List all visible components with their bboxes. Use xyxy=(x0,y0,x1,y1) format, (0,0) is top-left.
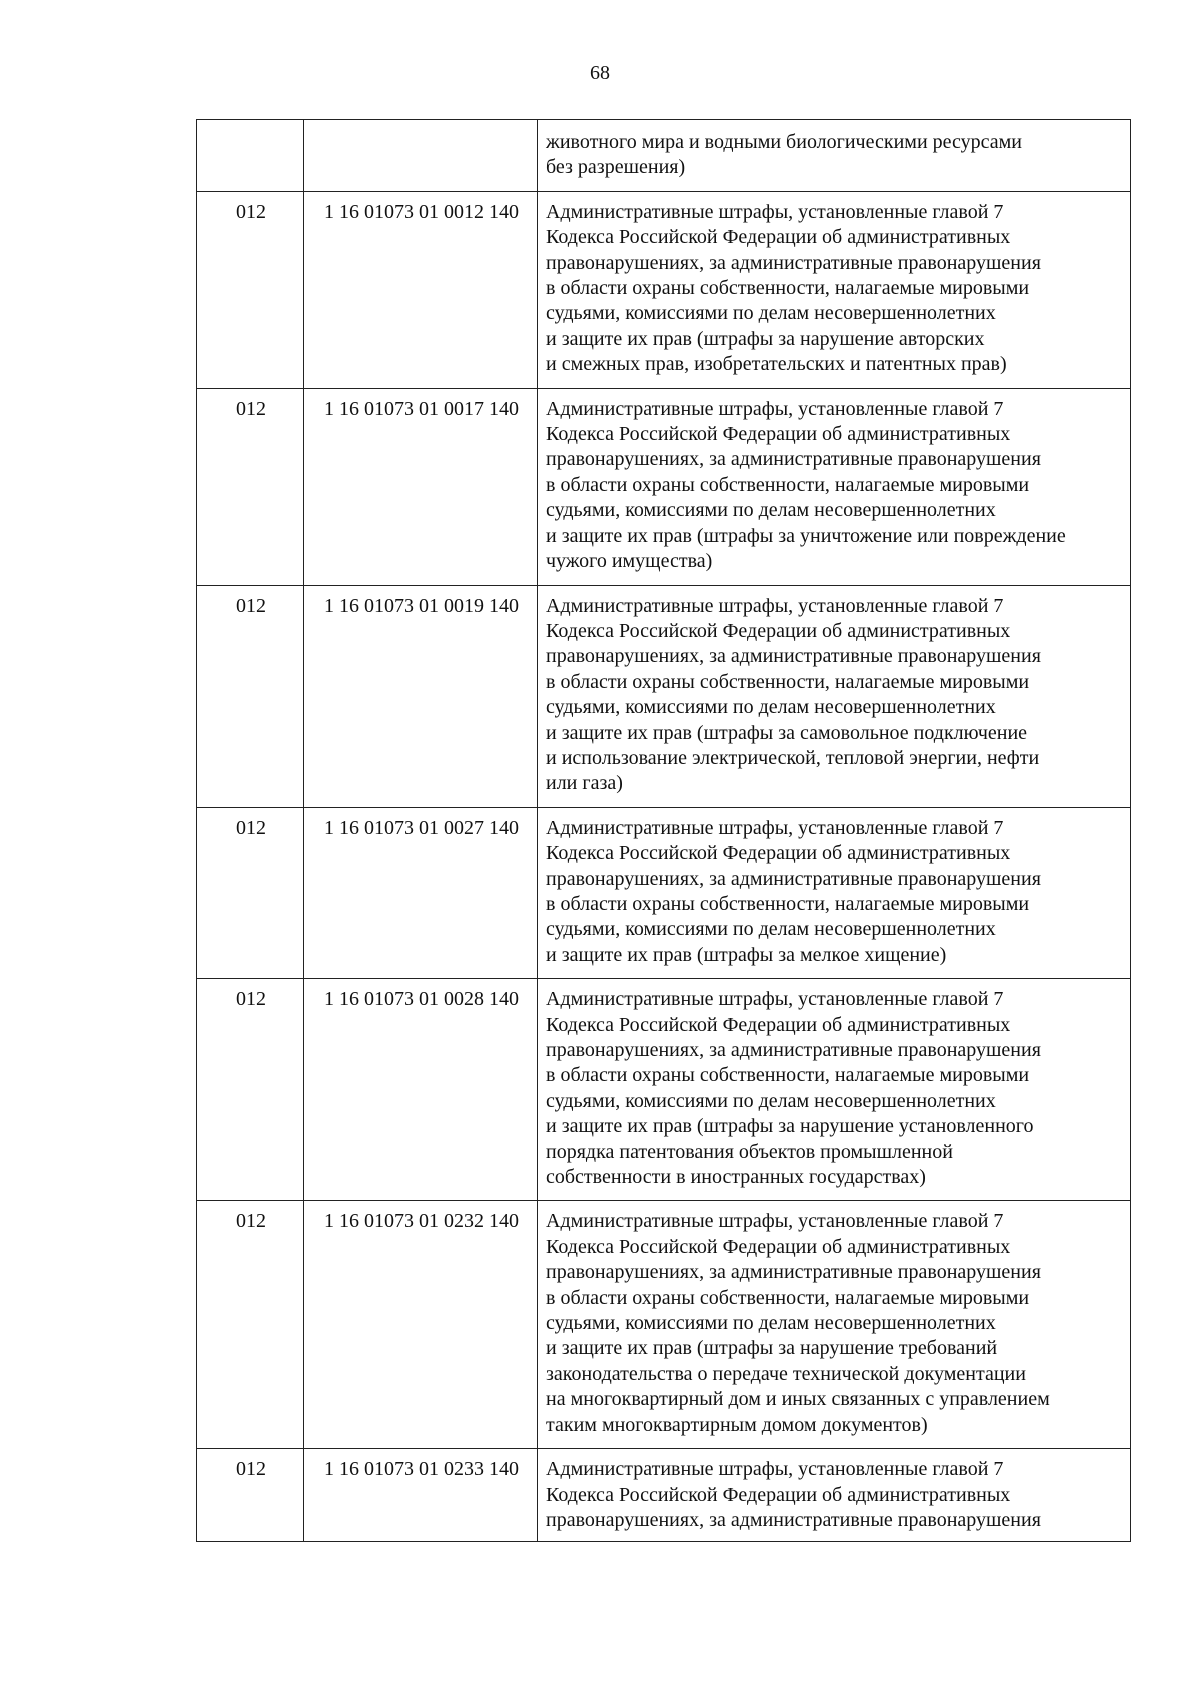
kbk-code-cell: 1 16 01073 01 0017 140 xyxy=(304,388,538,585)
budget-classification-table xyxy=(196,119,1131,1542)
table-row xyxy=(197,191,1131,388)
description-line: Кодекса Российской Федерации об административных xyxy=(546,423,1011,446)
description-cell xyxy=(538,388,1131,585)
admin-code-cell: 012 xyxy=(197,388,304,585)
description-line: Административные штрафы, установленные главой 7 xyxy=(546,816,1004,839)
admin-code-cell: 012 xyxy=(197,807,304,978)
description-line: Кодекса Российской Федерации об административных xyxy=(546,1235,1011,1258)
description-line: правонарушениях, за административные правонарушения xyxy=(546,645,1041,668)
description-line: судьями, комиссиями по делам несовершеннолетних xyxy=(546,302,996,325)
description-line: и защите их прав (штрафы за мелкое хищение) xyxy=(546,943,947,966)
kbk-code-cell: 1 16 01073 01 0232 140 xyxy=(304,1201,538,1449)
description-line: Административные штрафы, установленные главой 7 xyxy=(546,594,1004,617)
description-line: судьями, комиссиями по делам несовершеннолетних xyxy=(546,1089,996,1112)
table-row xyxy=(197,1201,1131,1449)
description-cell xyxy=(538,1201,1131,1449)
description-cell xyxy=(538,191,1131,388)
description-line: судьями, комиссиями по делам несовершеннолетних xyxy=(546,918,996,941)
description-line: на многоквартирный дом и иных связанных с управлением xyxy=(546,1388,1050,1411)
description-cell xyxy=(538,1449,1131,1542)
kbk-code-cell xyxy=(304,120,538,192)
admin-code-cell: 012 xyxy=(197,979,304,1201)
admin-code-cell: 012 xyxy=(197,191,304,388)
kbk-code-cell: 1 16 01073 01 0012 140 xyxy=(304,191,538,388)
description-line: правонарушениях, за административные правонарушения xyxy=(546,251,1041,274)
description-line: судьями, комиссиями по делам несовершеннолетних xyxy=(546,1312,996,1335)
description-line: порядка патентования объектов промышленной xyxy=(546,1140,953,1163)
description-line: законодательства о передаче технической документации xyxy=(546,1362,1026,1385)
description-line: судьями, комиссиями по делам несовершеннолетних xyxy=(546,499,996,522)
admin-code-cell xyxy=(197,120,304,192)
description-line: правонарушениях, за административные правонарушения xyxy=(546,448,1041,471)
description-line: Административные штрафы, установленные главой 7 xyxy=(546,1210,1004,1233)
table-row xyxy=(197,388,1131,585)
table-row xyxy=(197,807,1131,978)
description-line: Административные штрафы, установленные главой 7 xyxy=(546,988,1004,1011)
description-line: Административные штрафы, установленные главой 7 xyxy=(546,397,1004,420)
admin-code-cell: 012 xyxy=(197,585,304,807)
description-line: без разрешения) xyxy=(546,156,686,179)
table-row xyxy=(197,979,1131,1201)
description-cell xyxy=(538,585,1131,807)
table-row xyxy=(197,1449,1131,1542)
description-line: Кодекса Российской Федерации об административных xyxy=(546,1483,1011,1506)
description-line: в области охраны собственности, налагаемые мировыми xyxy=(546,1064,1030,1087)
description-line: или газа) xyxy=(546,772,623,795)
table-row xyxy=(197,585,1131,807)
description-cell xyxy=(538,979,1131,1201)
admin-code-cell: 012 xyxy=(197,1449,304,1542)
description-line: правонарушениях, за административные правонарушения xyxy=(546,1039,1041,1061)
table-row xyxy=(197,120,1131,192)
description-line: и защите их прав (штрафы за самовольное подключение xyxy=(546,721,1028,744)
description-line: чужого имущества) xyxy=(546,550,713,573)
description-line: Кодекса Российской Федерации об административных xyxy=(546,1013,1011,1036)
description-line: в области охраны собственности, налагаемые мировыми xyxy=(546,277,1030,300)
kbk-code-cell: 1 16 01073 01 0027 140 xyxy=(304,807,538,978)
description-line: и защите их прав (штрафы за нарушение авторских xyxy=(546,327,985,350)
description-line: Административные штрафы, установленные главой 7 xyxy=(546,1458,1004,1481)
kbk-code-cell: 1 16 01073 01 0233 140 xyxy=(304,1449,538,1542)
description-line: в области охраны собственности, налагаемые мировыми xyxy=(546,892,1030,915)
description-line: таким многоквартирным домом документов) xyxy=(546,1413,928,1436)
description-line: в области охраны собственности, налагаемые мировыми xyxy=(546,670,1030,693)
description-line: Кодекса Российской Федерации об административных xyxy=(546,226,1011,249)
description-line: и защите их прав (штрафы за нарушение установленного xyxy=(546,1115,1034,1138)
description-line: собственности в иностранных государствах) xyxy=(546,1166,926,1189)
description-line: Кодекса Российской Федерации об административных xyxy=(546,619,1011,642)
kbk-code-cell: 1 16 01073 01 0019 140 xyxy=(304,585,538,807)
description-line: Кодекса Российской Федерации об административных xyxy=(546,842,1011,865)
description-line: и защите их прав (штрафы за уничтожение или повреждение xyxy=(546,524,1066,547)
description-line: правонарушениях, за административные правонарушения xyxy=(546,1508,1041,1531)
description-line: и защите их прав (штрафы за нарушение требований xyxy=(546,1337,998,1360)
description-line: правонарушениях, за административные правонарушения xyxy=(546,1261,1041,1284)
description-line: судьями, комиссиями по делам несовершеннолетних xyxy=(546,696,996,719)
description-cell xyxy=(538,120,1131,192)
admin-code-cell: 012 xyxy=(197,1201,304,1449)
description-line: правонарушениях, за административные правонарушения xyxy=(546,867,1041,890)
description-cell xyxy=(538,807,1131,978)
page-number: 68 xyxy=(590,62,610,84)
description-line: животного мира и водными биологическими ресурсами xyxy=(546,131,1022,153)
description-line: в области охраны собственности, налагаемые мировыми xyxy=(546,473,1030,496)
description-line: Административные штрафы, установленные главой 7 xyxy=(546,200,1004,223)
description-line: и использование электрической, тепловой энергии, нефти xyxy=(546,746,1040,769)
description-line: в области охраны собственности, налагаемые мировыми xyxy=(546,1286,1030,1309)
description-line: и смежных прав, изобретательских и патентных прав) xyxy=(546,353,1007,376)
table-body xyxy=(197,120,1131,1542)
kbk-code-cell: 1 16 01073 01 0028 140 xyxy=(304,979,538,1201)
